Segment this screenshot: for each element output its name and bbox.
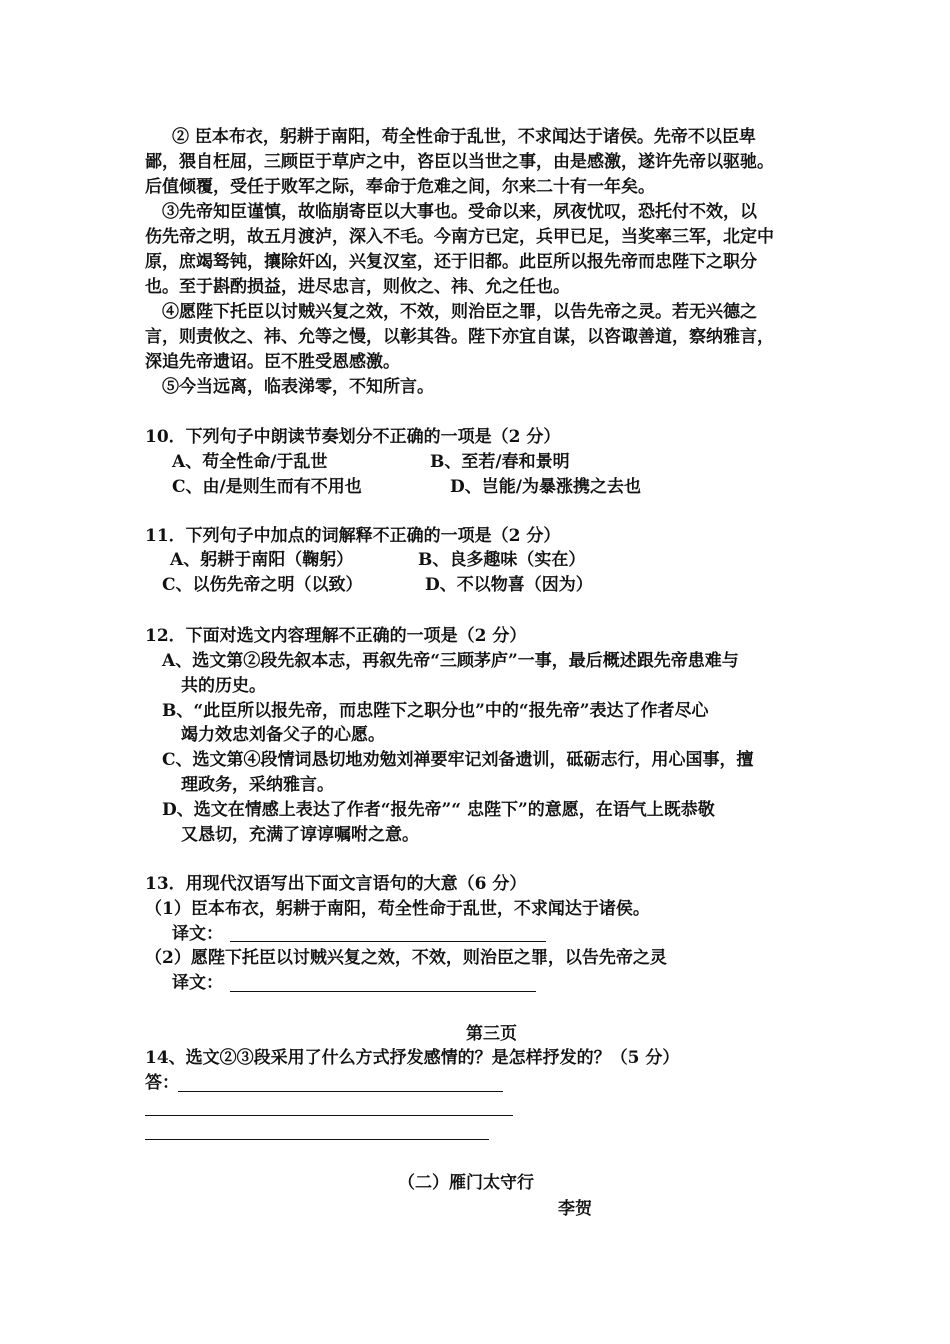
q10-option-a: A、苟全性命/于乱世 xyxy=(172,452,328,472)
passage-p4-line-1: ④愿陛下托臣以讨贼兴复之效，不效，则治臣之罪，以告先帝之灵。若无兴德之 xyxy=(162,302,757,322)
q10-stem: 10．下列句子中朗读节奏划分不正确的一项是（2 分） xyxy=(145,427,561,447)
poem-title: （二）雁门太守行 xyxy=(398,1173,534,1193)
q10-option-d: D、岂能/为暴涨携之去也 xyxy=(450,477,641,497)
q12-option-d-line-1: D、选文在情感上表达了作者“报先帝”“ 忠陛下”的意愿，在语气上既恭敬 xyxy=(162,800,715,820)
q12-option-a-line-1: A、选文第②段先叙本志，再叙先帝“三顾茅庐”一事，最后概述跟先帝患难与 xyxy=(162,651,739,671)
passage-p3-line-1: ③先帝知臣谨慎，故临崩寄臣以大事也。受命以来，夙夜忧叹，恐托付不效，以 xyxy=(162,202,757,222)
q14-answer-blank-3[interactable] xyxy=(145,1139,489,1140)
q12-option-c-line-2: 理政务，采纳雅言。 xyxy=(181,775,334,795)
q13-translation-label-2: 译文： xyxy=(172,973,223,993)
q11-stem: 11．下列句子中加点的词解释不正确的一项是（2 分） xyxy=(145,526,561,546)
q12-option-b-line-2: 竭力效忠刘备父子的心愿。 xyxy=(181,725,385,745)
passage-p3-line-2: 伤先帝之明，故五月渡泸，深入不毛。今南方已定，兵甲已足，当奖率三军，北定中 xyxy=(145,227,774,247)
passage-p4-line-3: 深追先帝遗诏。臣不胜受恩感激。 xyxy=(145,352,400,372)
q14-answer-blank-2[interactable] xyxy=(145,1115,513,1116)
q11-option-c: C、以伤先帝之明（以致） xyxy=(162,575,363,595)
q10-option-b: B、至若/春和景明 xyxy=(430,452,570,472)
q14-stem: 14、选文②③段采用了什么方式抒发感情的？是怎样抒发的？（5 分） xyxy=(145,1048,680,1068)
q10-option-c: C、由/是则生而有不用也 xyxy=(172,477,362,497)
passage-p3-line-3: 原，庶竭驽钝，攘除奸凶，兴复汉室，还于旧都。此臣所以报先帝而忠陛下之职分 xyxy=(145,252,757,272)
passage-p2-line-3: 后值倾覆，受任于败军之际，奉命于危难之间，尔来二十有一年矣。 xyxy=(145,177,655,197)
passage-p4-line-2: 言，则责攸之、祎、允等之慢，以彰其咎。陛下亦宜自谋，以咨诹善道，察纳雅言， xyxy=(145,327,774,347)
passage-p5: ⑤今当远离，临表涕零，不知所言。 xyxy=(162,377,434,397)
q14-answer-label: 答： xyxy=(145,1073,179,1093)
passage-p2-line-1: ② 臣本布衣，躬耕于南阳，苟全性命于乱世，不求闻达于诸侯。先帝不以臣卑 xyxy=(172,127,756,147)
q14-answer-blank-1[interactable] xyxy=(178,1091,503,1092)
q13-stem: 13．用现代汉语写出下面文言语句的大意（6 分） xyxy=(145,874,527,894)
page-label: 第三页 xyxy=(466,1024,517,1044)
q13-answer-blank-2[interactable] xyxy=(230,991,536,992)
q12-stem: 12．下面对选文内容理解不正确的一项是（2 分） xyxy=(145,626,527,646)
q11-option-b: B、良多趣味（实在） xyxy=(418,550,586,570)
q11-option-a: A、躬耕于南阳（鞠躬） xyxy=(170,550,354,570)
q13-sentence-2: （2）愿陛下托臣以讨贼兴复之效，不效，则治臣之罪，以告先帝之灵 xyxy=(145,948,667,968)
q13-translation-label-1: 译文： xyxy=(172,924,223,944)
q12-option-c-line-1: C、选文第④段情词恳切地劝勉刘禅要牢记刘备遗训，砥砺志行，用心国事，擅 xyxy=(162,750,754,770)
passage-p2-line-2: 鄙，猥自枉屈，三顾臣于草庐之中，咨臣以当世之事，由是感激，遂许先帝以驱驰。 xyxy=(145,152,774,172)
q12-option-a-line-2: 共的历史。 xyxy=(181,676,266,696)
passage-p3-line-4: 也。至于斟酌损益，进尽忠言，则攸之、祎、允之任也。 xyxy=(145,277,570,297)
q13-answer-blank-1[interactable] xyxy=(230,941,546,942)
q11-option-d: D、不以物喜（因为） xyxy=(425,575,593,595)
q12-option-d-line-2: 又恳切，充满了谆谆嘱咐之意。 xyxy=(181,825,419,845)
poem-author: 李贺 xyxy=(558,1199,592,1219)
q13-sentence-1: （1）臣本布衣，躬耕于南阳，苟全性命于乱世，不求闻达于诸侯。 xyxy=(145,899,650,919)
q12-option-b-line-1: B、“此臣所以报先帝，而忠陛下之职分也”中的“报先帝”表达了作者尽心 xyxy=(162,701,709,721)
